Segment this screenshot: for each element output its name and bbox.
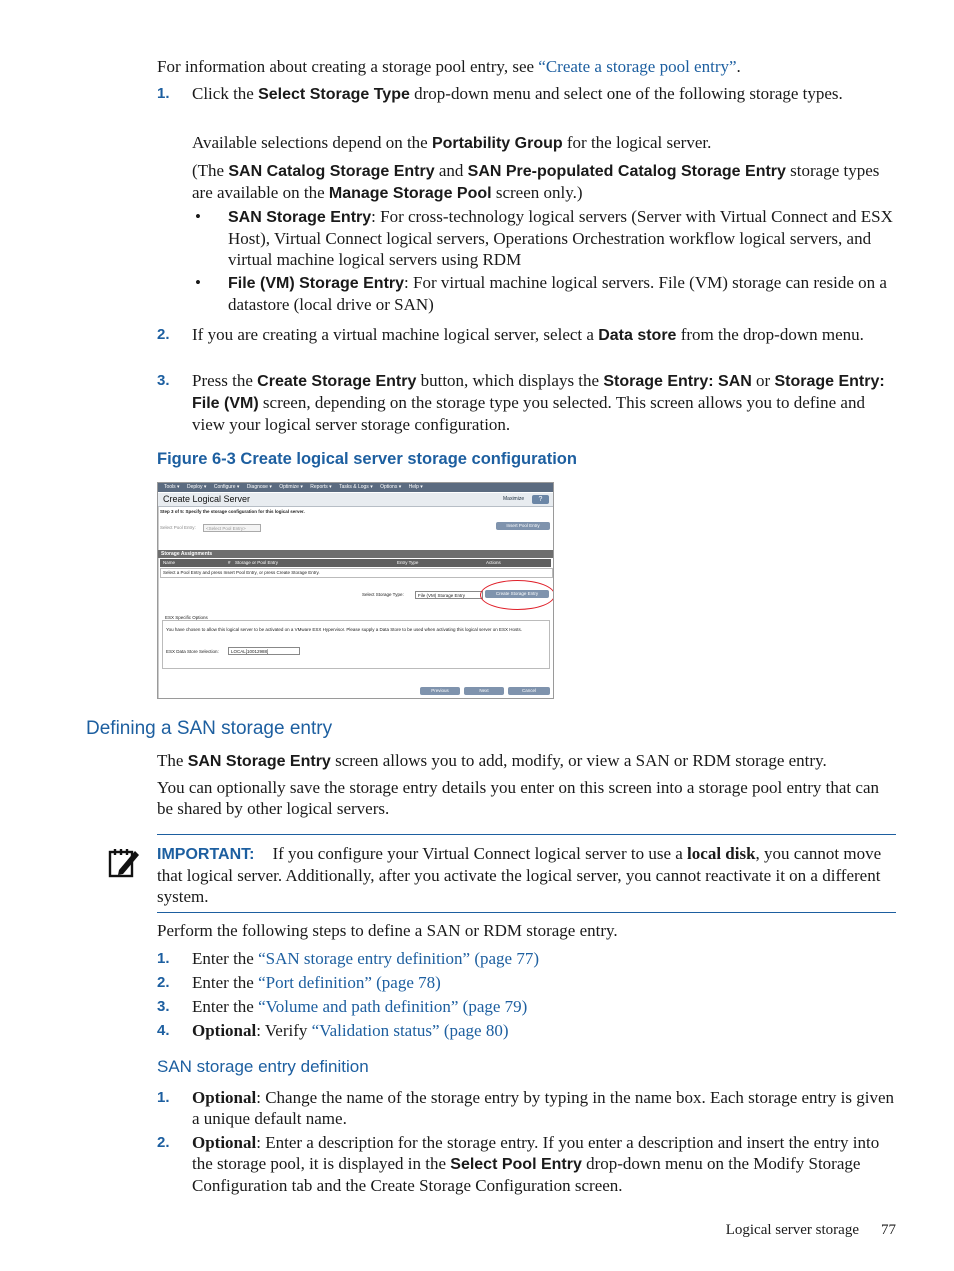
intro-text: For information about creating a storage pool entry, see (157, 57, 539, 76)
maximize-link[interactable]: Maximize (503, 496, 525, 502)
para-text: The (157, 751, 188, 770)
step-text: or (751, 371, 775, 390)
page-footer (700, 1222, 896, 1239)
step-number: 1. (157, 1089, 170, 1106)
ui-term: Create Storage Entry (257, 373, 417, 390)
select-storage-type-label: Select Storage Type: (362, 592, 404, 597)
highlight-circle (480, 580, 554, 610)
note-text: storage types are available on the (192, 161, 880, 202)
menu-options[interactable]: Options ▾ (380, 484, 402, 490)
important-note (157, 843, 897, 907)
menu-reports[interactable]: Reports ▾ (310, 484, 332, 490)
create-pool-entry-link[interactable]: “Create a storage pool entry” (538, 57, 737, 76)
bullet-text: : For virtual machine logical servers. File (VM) storage can reside on a datastore (local drive or SAN) (228, 273, 887, 314)
select-pool-entry-label: Select Pool Entry: (160, 525, 196, 530)
availability-note (192, 132, 897, 154)
step-3-text (192, 370, 897, 435)
step-2-text (192, 324, 897, 346)
menu-diagnose[interactable]: Diagnose ▾ (246, 484, 272, 490)
ui-term: Storage Entry: SAN (603, 373, 752, 390)
note-top-rule (157, 834, 896, 835)
step-text: button, which displays the (416, 371, 604, 390)
intro-paragraph (157, 56, 897, 77)
col-entry-type: Entry Type (397, 560, 419, 565)
step-text: Click the (192, 84, 259, 103)
step-1-text (192, 83, 897, 105)
step-text: : Verify (256, 1021, 312, 1040)
menu-tasks-logs[interactable]: Tasks & Logs ▾ (339, 484, 373, 490)
app-menu-bar (158, 483, 553, 492)
ui-term: Select Pool Entry (450, 1156, 582, 1173)
catalog-note (192, 160, 897, 204)
table-empty-row: Select a Pool Entry and press Insert Pool Entry, or press Create Storage Entry. (160, 568, 553, 578)
emphasis: local disk (687, 844, 756, 863)
step-number: 4. (157, 1022, 170, 1039)
ui-term: SAN Pre-populated Catalog Storage Entry (467, 163, 786, 180)
step-number: 2. (157, 1134, 170, 1151)
ui-term: Storage Entry: File (VM) (192, 373, 885, 412)
volume-path-definition-link[interactable]: “Volume and path definition” (page 79) (258, 997, 528, 1016)
section-step-2 (192, 972, 897, 993)
bullet-dot: • (195, 273, 201, 292)
step-number: 2. (157, 974, 170, 991)
step-text: drop-down menu on the Modify Storage Configuration tab and the Create Storage Configuration screen. (192, 1154, 861, 1195)
col-storage-entry: Storage or Pool Entry (235, 560, 279, 565)
table-header (160, 559, 551, 567)
important-label: IMPORTANT: (157, 846, 255, 863)
esx-options-legend: ESX Specific Options (165, 615, 208, 620)
step-text: screen, depending on the storage type you selected. This screen allows you to define and view your logical server storage configuration. (192, 393, 865, 434)
page-number: 77 (881, 1222, 896, 1238)
step-text: If you are creating a virtual machine logical server, select a (192, 325, 599, 344)
port-definition-link[interactable]: “Port definition” (page 78) (258, 973, 441, 992)
next-button[interactable]: Next (464, 687, 504, 695)
wizard-step-text: Step 3 of 5: Specify the storage configuration for this logical server. (160, 509, 305, 514)
step-number: 3. (157, 998, 170, 1015)
ui-term: SAN Storage Entry (187, 753, 331, 770)
note-text: for the logical server. (562, 133, 712, 152)
bullet-item-file-vm (228, 272, 898, 315)
section-paragraph-1 (157, 750, 897, 772)
step-number: 1. (157, 950, 170, 967)
esx-datastore-label: ESX Data Store Selection: (166, 649, 219, 654)
figure-screenshot (157, 482, 554, 699)
col-name: Name (163, 560, 176, 565)
step-text: Press the (192, 371, 258, 390)
menu-configure[interactable]: Configure ▾ (213, 484, 240, 490)
subsection-step-2 (192, 1132, 897, 1196)
important-note-icon (107, 846, 141, 880)
note-text: If you configure your Virtual Connect logical server to use a (272, 844, 688, 863)
step-text: : Enter a description for the storage entry. If you enter a description and insert the entry into the storage pool, it is displayed in the (192, 1133, 880, 1173)
step-number: 1. (157, 85, 170, 102)
esx-message: You have chosen to allow this logical server to be activated on a VMware ESX Hypervisor. Please supply a Data Store to be used when activating this logical server on ESX Hosts. (166, 627, 523, 632)
emphasis: Optional (192, 1021, 257, 1040)
bullet-item-san (228, 206, 898, 270)
para-text: screen allows you to add, modify, or view a SAN or RDM storage entry. (330, 751, 827, 770)
figure-caption: Figure 6-3 Create logical server storage configuration (157, 450, 577, 468)
step-number: 3. (157, 372, 170, 389)
create-storage-entry-button[interactable]: Create Storage Entry (485, 590, 549, 598)
col-actions: Actions (486, 560, 501, 565)
menu-deploy[interactable]: Deploy ▾ (186, 484, 207, 490)
note-bottom-rule (157, 912, 896, 913)
note-text: , you cannot move that logical server. Additionally, after you activate the logical server, you cannot reactivate it on a different system. (157, 844, 882, 906)
emphasis: Optional (192, 1088, 257, 1107)
col-hash: # (228, 560, 231, 565)
window-title: Create Logical Server (163, 494, 251, 504)
intro-end: . (736, 57, 741, 76)
note-text: and (434, 161, 468, 180)
section-paragraph-3: Perform the following steps to define a SAN or RDM storage entry. (157, 921, 618, 940)
step-text: drop-down menu and select one of the following storage types. (409, 84, 843, 103)
section-step-1 (192, 948, 897, 969)
storage-assignments-header: Storage Assignments (158, 550, 553, 558)
subsection-step-1 (192, 1087, 897, 1129)
note-text: Available selections depend on the (192, 133, 432, 152)
cancel-button[interactable]: Cancel (508, 687, 550, 695)
san-entry-definition-link[interactable]: “SAN storage entry definition” (page 77) (258, 949, 539, 968)
select-pool-entry-dropdown[interactable]: <Select Pool Entry> (203, 524, 261, 532)
previous-button[interactable]: Previous (420, 687, 460, 695)
note-text: screen only.) (491, 183, 583, 202)
select-storage-type-dropdown[interactable]: File (VM) Storage Entry (415, 591, 483, 599)
subsection-heading: SAN storage entry definition (157, 1057, 369, 1076)
divider (158, 507, 159, 698)
section-step-4 (192, 1020, 897, 1041)
section-paragraph-2: You can optionally save the storage entry details you enter on this screen into a storage pool entry that can be shared by other logical servers. (157, 778, 879, 818)
help-button[interactable]: ? (532, 495, 549, 504)
note-text: (The (192, 161, 229, 180)
insert-pool-entry-button[interactable]: Insert Pool Entry (496, 522, 550, 530)
section-step-3 (192, 996, 897, 1017)
menu-help[interactable]: Help ▾ (408, 484, 423, 490)
step-text: Enter the (192, 949, 259, 968)
ui-term: SAN Storage Entry (228, 209, 372, 226)
ui-term: Select Storage Type (258, 86, 410, 103)
step-text: Enter the (192, 973, 259, 992)
ui-term: SAN Catalog Storage Entry (228, 163, 435, 180)
bullet-dot: • (195, 207, 201, 226)
menu-optimize[interactable]: Optimize ▾ (279, 484, 303, 490)
section-heading: Defining a SAN storage entry (86, 718, 333, 739)
menu-tools[interactable]: Tools ▾ (164, 484, 180, 490)
step-text: Enter the (192, 997, 259, 1016)
step-number: 2. (157, 326, 170, 343)
footer-section-name: Logical server storage (725, 1222, 859, 1238)
ui-term: File (VM) Storage Entry (228, 275, 405, 292)
ui-term: Manage Storage Pool (328, 185, 492, 202)
step-text: from the drop-down menu. (676, 325, 864, 344)
window-title-bar (158, 493, 553, 507)
bullet-text: : For cross-technology logical servers (Server with Virtual Connect and ESX Host), Virtual Connect logical servers, Operations Orchestration workflow logical servers, and virtual machine logical servers using RDM (228, 207, 893, 269)
validation-status-link[interactable]: “Validation status” (page 80) (311, 1021, 509, 1040)
esx-datastore-dropdown[interactable]: LOCAL[10012988] (228, 647, 300, 655)
ui-term: Portability Group (431, 135, 563, 152)
emphasis: Optional (192, 1133, 257, 1152)
step-text: : Change the name of the storage entry by typing in the name box. Each storage entry is given a unique default name. (192, 1088, 895, 1128)
ui-term: Data store (598, 327, 677, 344)
